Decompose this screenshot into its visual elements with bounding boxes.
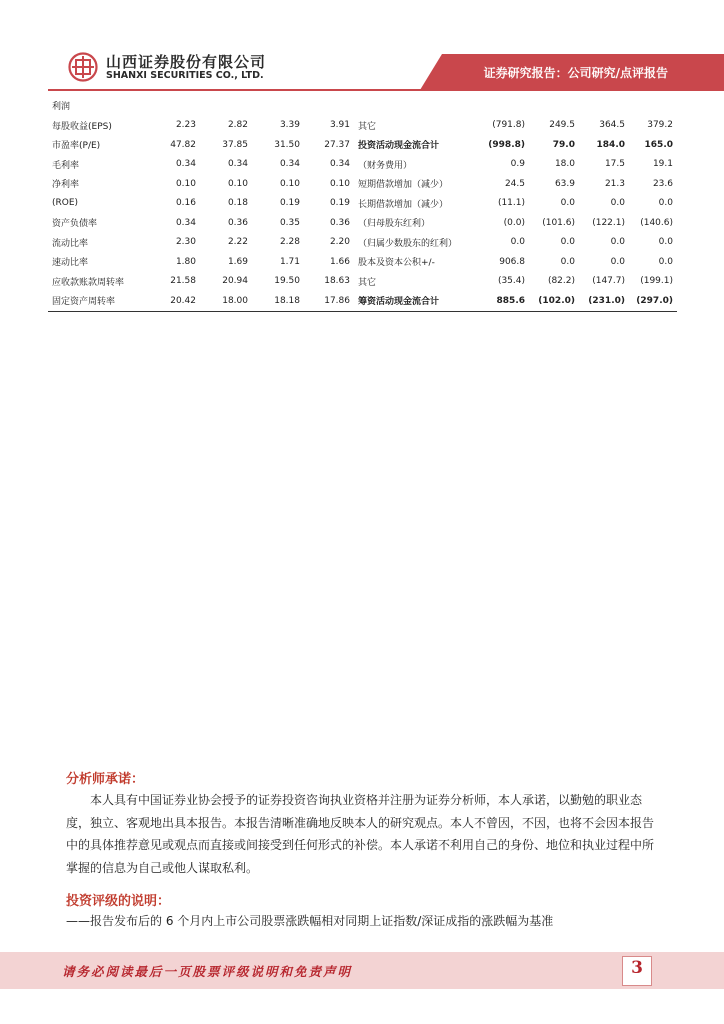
financial-data-table <box>48 96 677 312</box>
row-label: (ROE) <box>52 198 79 209</box>
table-cell: 19.1 <box>652 159 673 170</box>
company-name-en: SHANXI SECURITIES CO., LTD. <box>106 70 264 81</box>
table-cell: 379.2 <box>647 120 673 131</box>
table-cell: 0.0 <box>610 198 625 209</box>
table-cell: 37.85 <box>222 139 248 150</box>
table-cell: 2.23 <box>175 120 196 131</box>
row-label <box>354 96 479 116</box>
table-cell: (35.4) <box>497 276 525 287</box>
page-header <box>0 0 724 92</box>
table-row <box>48 233 677 253</box>
table-cell: 0.16 <box>175 198 196 209</box>
table-cell: 21.58 <box>170 276 196 287</box>
table-cell: 0.36 <box>329 217 350 228</box>
table-cell: 21.3 <box>604 178 625 189</box>
table-cell: 27.37 <box>324 139 350 150</box>
table-cell: 0.0 <box>610 256 625 267</box>
table-cell: (82.2) <box>547 276 575 287</box>
table-cell <box>252 96 304 116</box>
table-row <box>48 116 677 136</box>
table-cell: (231.0) <box>579 291 629 311</box>
row-label: 速动比率 <box>52 258 89 269</box>
table-cell: 165.0 <box>644 139 673 150</box>
table-cell: 2.22 <box>227 237 248 248</box>
table-row <box>48 252 677 272</box>
table-cell: 0.0 <box>510 237 525 248</box>
table-cell: 364.5 <box>599 120 625 131</box>
table-cell: 18.63 <box>324 276 350 287</box>
table-cell: 1.71 <box>279 256 300 267</box>
report-type-label: 证券研究报告：公司研究/点评报告 <box>483 66 668 80</box>
row-label: 固定资产周转率 <box>48 291 148 311</box>
table-cell: 24.5 <box>504 178 525 189</box>
table-row <box>48 135 677 155</box>
table-cell: 3.39 <box>279 120 300 131</box>
table-row <box>48 194 677 214</box>
table-cell: 0.0 <box>658 198 673 209</box>
row-label: 每股收益(EPS) <box>52 121 112 132</box>
rating-explanation-title: 投资评级的说明： <box>66 894 171 909</box>
table-cell: 18.0 <box>554 159 575 170</box>
table-cell: 31.50 <box>274 139 300 150</box>
row-label: 利润 <box>52 102 71 113</box>
header-divider <box>48 89 724 91</box>
table-cell: (297.0) <box>629 291 677 311</box>
table-cell: 0.34 <box>175 159 196 170</box>
table-cell: 249.5 <box>549 120 575 131</box>
analyst-commitment-text <box>66 789 660 879</box>
table-cell: 0.9 <box>510 159 525 170</box>
table-cell: 20.94 <box>222 276 248 287</box>
table-cell: 0.0 <box>658 256 673 267</box>
table-cell <box>579 96 629 116</box>
table-cell: 0.36 <box>227 217 248 228</box>
table-cell: 885.6 <box>479 291 529 311</box>
row-label: 筹资活动现金流合计 <box>354 291 479 311</box>
table-cell: 79.0 <box>552 139 575 150</box>
disclaimer-notice: 请务必阅读最后一页股票评级说明和免责声明 <box>62 964 353 979</box>
table-row <box>48 174 677 194</box>
analyst-commitment-title: 分析师承诺： <box>66 772 145 787</box>
table-cell: 0.35 <box>279 217 300 228</box>
table-row <box>48 213 677 233</box>
row-label: （归属少数股东的红利） <box>358 238 458 249</box>
row-label: 股本及资本公积+/- <box>358 258 435 269</box>
table-cell: 23.6 <box>652 178 673 189</box>
table-cell: 0.10 <box>329 178 350 189</box>
row-label: 市盈率(P/E) <box>52 141 101 152</box>
table-cell: 0.0 <box>610 237 625 248</box>
row-label: （财务费用） <box>358 160 413 171</box>
table-cell: 47.82 <box>170 139 196 150</box>
table-cell: 18.00 <box>200 291 252 311</box>
row-label: 资产负债率 <box>52 219 98 230</box>
table-row <box>48 291 677 311</box>
row-label: 其它 <box>358 121 377 132</box>
table-row <box>48 272 677 292</box>
table-cell: (791.8) <box>492 120 525 131</box>
table-cell: 17.86 <box>304 291 354 311</box>
row-label: 流动比率 <box>52 238 89 249</box>
table-cell: 184.0 <box>596 139 625 150</box>
table-cell: 20.42 <box>148 291 200 311</box>
table-cell: 0.0 <box>658 237 673 248</box>
table-row <box>48 155 677 175</box>
row-label: 应收款账款周转率 <box>52 277 125 288</box>
table-cell: 0.34 <box>175 217 196 228</box>
table-cell: 0.19 <box>329 198 350 209</box>
table-cell: (122.1) <box>592 217 625 228</box>
table-cell: 0.10 <box>279 178 300 189</box>
table-cell: (998.8) <box>488 139 525 150</box>
table-cell: 0.18 <box>227 198 248 209</box>
table-cell <box>148 96 200 116</box>
table-cell: 17.5 <box>604 159 625 170</box>
table-cell <box>200 96 252 116</box>
company-logo-icon <box>68 52 98 82</box>
table-cell: (140.6) <box>640 217 673 228</box>
company-name-cn: 山西证券股份有限公司 <box>106 53 267 71</box>
table-cell: 3.91 <box>329 120 350 131</box>
page-number: 3 <box>631 958 643 978</box>
table-cell: (147.7) <box>592 276 625 287</box>
table-cell: 1.69 <box>227 256 248 267</box>
row-label: 毛利率 <box>52 160 80 171</box>
table-row <box>48 96 677 116</box>
table-cell: 18.18 <box>252 291 304 311</box>
table-cell: 0.10 <box>227 178 248 189</box>
table-cell <box>304 96 354 116</box>
table-cell: 0.0 <box>560 198 575 209</box>
table-cell: (102.0) <box>529 291 579 311</box>
table-cell: (101.6) <box>542 217 575 228</box>
table-cell <box>529 96 579 116</box>
row-label: 投资活动现金流合计 <box>358 141 440 152</box>
row-label: 长期借款增加（减少） <box>358 199 449 210</box>
table-cell: 0.34 <box>227 159 248 170</box>
table-cell: 0.34 <box>329 159 350 170</box>
table-cell <box>629 96 677 116</box>
table-cell: 0.0 <box>560 256 575 267</box>
row-label: 其它 <box>358 277 377 288</box>
table-cell: 906.8 <box>499 256 525 267</box>
analyst-commitment-paragraph: 本人具有中国证券业协会授予的证券投资咨询执业资格并注册为证券分析师，本人承诺，以勤勉的职业态度，独立、客观地出具本报告。本报告清晰准确地反映本人的研究观点。本人不曾因，不因，也将不会因本报告中的具体推荐意见或观点而直接或间接受到任何形式的补偿。本人承诺不利用自己的身份、地位和执业过程中所掌握的信息为自己或他人谋取私利。 <box>66 793 655 875</box>
table-cell: (0.0) <box>503 217 525 228</box>
table-cell: 2.20 <box>329 237 350 248</box>
table-cell: 0.0 <box>560 237 575 248</box>
table-cell: 0.19 <box>279 198 300 209</box>
table-cell: (11.1) <box>497 198 525 209</box>
table-cell: 0.10 <box>175 178 196 189</box>
table-cell: 2.82 <box>227 120 248 131</box>
table-cell <box>479 96 529 116</box>
table-cell: 2.28 <box>279 237 300 248</box>
row-label: 净利率 <box>52 180 80 191</box>
table-cell: 63.9 <box>554 178 575 189</box>
table-cell: 2.30 <box>175 237 196 248</box>
table-cell: 1.80 <box>175 256 196 267</box>
rating-explanation-text: ——报告发布后的 6 个月内上市公司股票涨跌幅相对同期上证指数/深证成指的涨跌幅为基准 <box>66 914 554 928</box>
row-label: 短期借款增加（减少） <box>358 180 449 191</box>
table-cell: 19.50 <box>274 276 300 287</box>
table-cell: (199.1) <box>640 276 673 287</box>
row-label: （归母股东红利） <box>358 219 431 230</box>
table-cell: 1.66 <box>329 256 350 267</box>
table-cell: 0.34 <box>279 159 300 170</box>
